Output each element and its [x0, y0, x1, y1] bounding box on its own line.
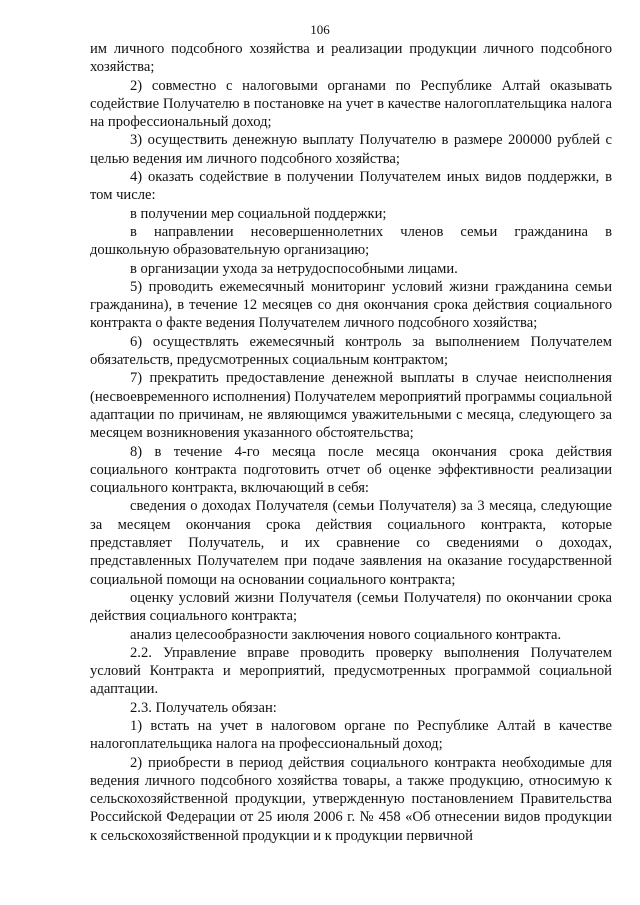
paragraph: 2.3. Получатель обязан:: [130, 699, 277, 716]
paragraph: 2.2. Управление вправе проводить проверку выполнения Получателем условий Контракта и мероприятий, предусмотренных программой социальной адаптации.: [90, 644, 612, 698]
paragraph: 1) встать на учет в налоговом органе по Республике Алтай в качестве налогоплательщика налога на профессиональный доход;: [90, 717, 612, 753]
paragraph: им личного подсобного хозяйства и реализации продукции личного подсобного хозяйства;: [90, 41, 612, 76]
paragraph: 2) совместно с налоговыми органами по Республике Алтай оказывать содействие Получателю в постановке на учет в качестве налогоплательщика налога на профессиональный доход;: [90, 77, 612, 131]
paragraph: в направлении несовершеннолетних членов семьи гражданина в дошкольную образовательную организацию;: [90, 223, 612, 259]
paragraph: 2) приобрести в период действия социального контракта необходимые для ведения личного подсобного хозяйства товары, а также продукцию, относимую к сельскохозяйственной продукции, утвержденную постановлением Правительства Российской Федерации от 25 июля 2006 г. № 458 «Об отнесении видов продукции к сельскохозяйственной продукции и к продукции первичной: [90, 754, 612, 844]
page-number: 106: [310, 22, 330, 37]
paragraph: анализ целесообразности заключения нового социального контракта.: [130, 626, 562, 643]
paragraph: оценку условий жизни Получателя (семьи Получателя) по окончании срока действия социального контракта;: [90, 589, 612, 625]
paragraph: 6) осуществлять ежемесячный контроль за выполнением Получателем обязательств, предусмотренных социальным контрактом;: [90, 333, 612, 369]
paragraph: 4) оказать содействие в получении Получателем иных видов поддержки, в том числе:: [90, 169, 612, 204]
paragraph: 8) в течение 4-го месяца после месяца окончания срока действия социального контракта подготовить отчет об оценке эффективности реализации социального контракта, включающий в себя:: [90, 443, 612, 497]
paragraph: 7) прекратить предоставление денежной выплаты в случае неисполнения (несвоевременного исполнения) Получателем мероприятий программы социальной адаптации по причинам, не являющимся уважительными с месяца, следующего за месяцем возникновения указанного обстоятельства;: [90, 370, 612, 442]
paragraph: в организации ухода за нетрудоспособными лицами.: [130, 260, 458, 277]
paragraph: сведения о доходах Получателя (семьи Получателя) за 3 месяца, следующие за месяцем окончания срока действия социального контракта, которые представляет Получатель, и их сравнение со сведениями о доходах, представленных Получателем при подаче заявления на оказание государственной социальной помощи на основании социального контракта;: [90, 498, 612, 588]
document-body: [90, 40, 612, 845]
paragraph: 3) осуществить денежную выплату Получателю в размере 200000 рублей с целью ведения им личного подсобного хозяйства;: [90, 132, 612, 167]
paragraph: в получении мер социальной поддержки;: [130, 205, 387, 222]
paragraph: 5) проводить ежемесячный мониторинг условий жизни гражданина семьи гражданина), в течение 12 месяцев со дня окончания срока действия социального контракта о факте ведения Получателем личного подсобного хозяйства;: [90, 278, 612, 332]
